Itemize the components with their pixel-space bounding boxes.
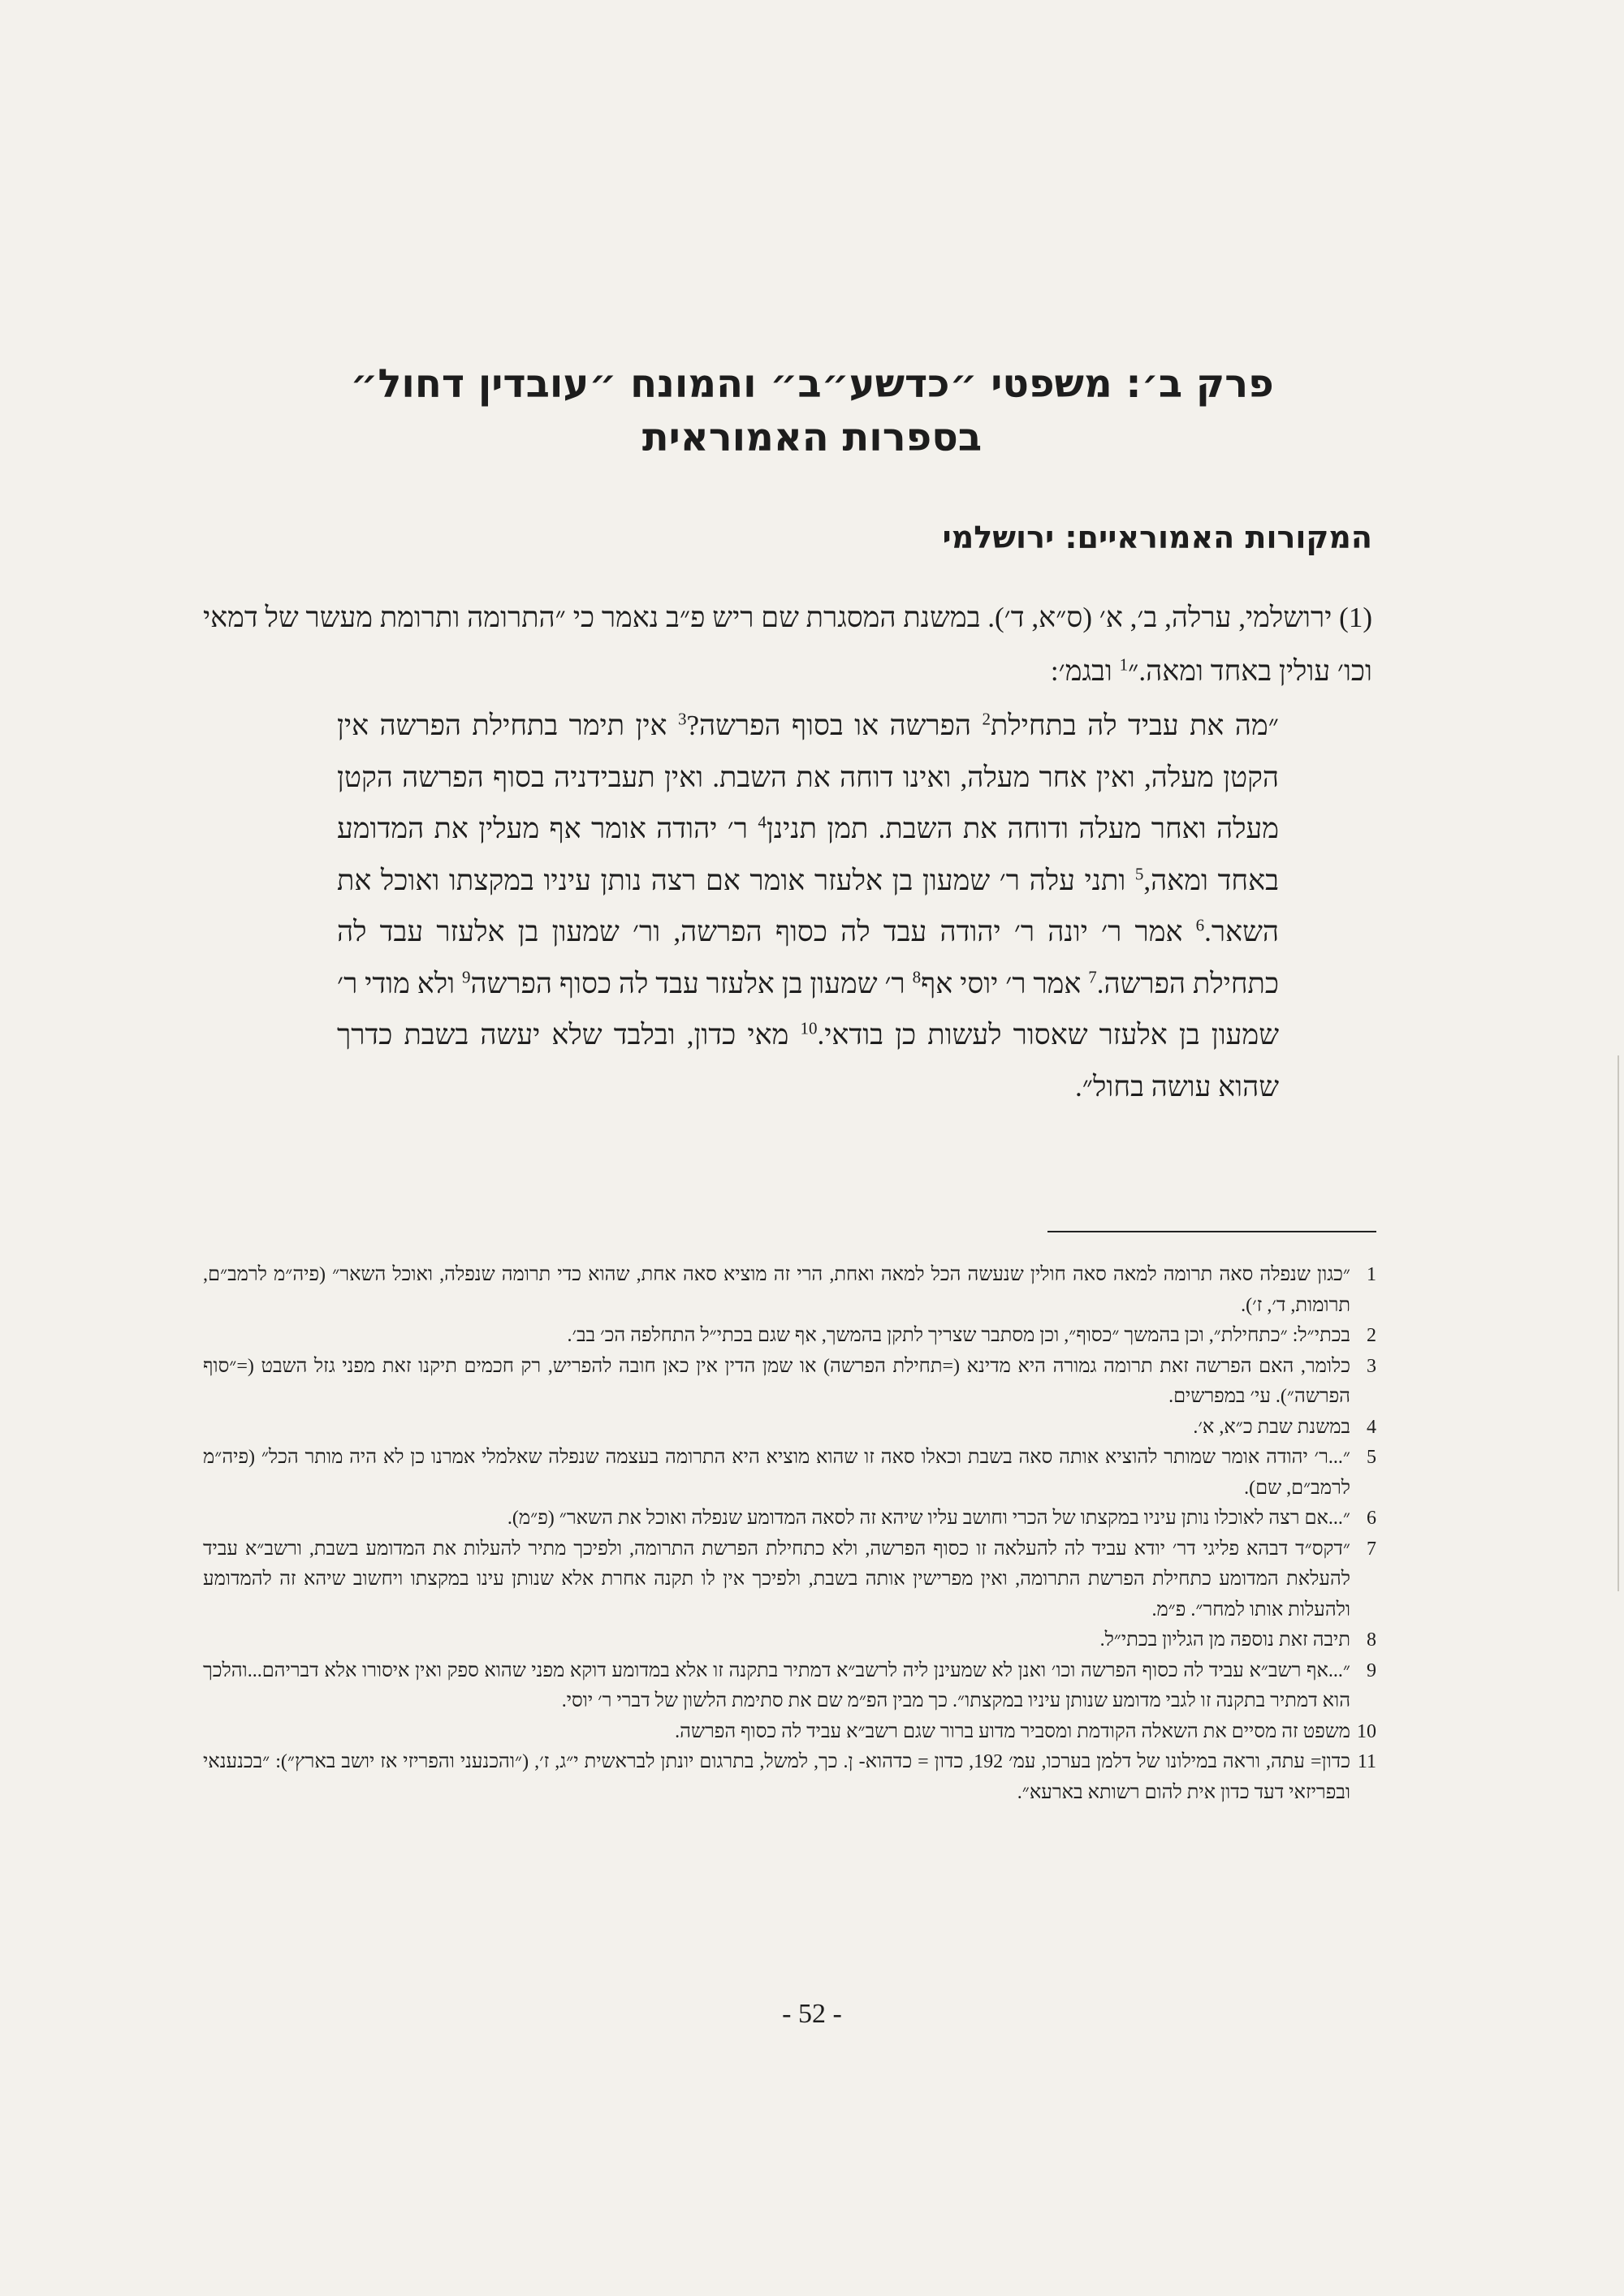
footnote: [203, 1413, 1376, 1444]
footnote-ref: 6: [1195, 915, 1205, 935]
footnote-text: ״כגון שנפלה סאה תרומה למאה סאה חולין שנעשה הכל למאה ואחת, הרי זה מוציא סאה אחת, שהוא כדי תרומה שנפלה, ואוכל השאר״ (פיה״מ לרמב״ם, תרומות, ד׳, ז׳).: [203, 1264, 1350, 1316]
quote-segment: ר׳ שמעון בן אלעזר עבד לה כסוף הפרשה: [470, 967, 913, 999]
footnote-text: כלומר, האם הפרשה זאת תרומה גמורה היא מדינא (=תחילת הפרשה) או שמן הדין אין כאן חובה להפריש, רק חכמים תיקנו זאת מפני גזל השבט (=״סוף הפרשה״). עי׳ במפרשים.: [203, 1355, 1350, 1407]
footnote-number: 6: [1367, 1508, 1376, 1529]
footnote: [203, 1625, 1376, 1656]
intro-paragraph: [203, 591, 1372, 698]
footnote-text: משפט זה מסיים את השאלה הקודמת ומסביר מדוע ברור שגם רשב״א עביד לה כסוף הפרשה.: [675, 1720, 1350, 1742]
quote-segment: אמר ר׳ יוסי אף: [921, 967, 1089, 999]
footnote-text: ״...ר׳ יהודה אומר שמותר להוציא אותה סאה בשבת וכאלו סאה זו שהוא מוציא היא התרומה בעצמה שנפלה שאלמלי אמרנו כן לא היה מותר הכל״ (פיה״מ לרמב״ם, שם).: [203, 1447, 1350, 1499]
footnote-text: כדון= עתה, וראה במילונו של דלמן בערכו, עמ׳ 192, כדון = כדהוא- ן. כך, למשל, בתרגום יונתן לבראשית י״ג, ז׳, (״והכנעני והפריזי אז יושב בארץ״): ״בכנענאי ובפריזאי דעד כדון אית להום רשותא בארעא״.: [203, 1751, 1351, 1803]
quote-segment: אין תימר בתחילת הפרשה אין הקטן מעלה, ואין אחר מעלה, ואינו דוחה את השבת. ואין תעבידניה בסוף הפרשה הקטן מעלה ואחר מעלה ודוחה את השבת. תמן תנינן: [337, 710, 1279, 844]
footnote: [203, 1534, 1376, 1626]
footnote-number: 3: [1367, 1355, 1376, 1377]
footnote-divider: [1047, 1231, 1376, 1232]
chapter-title: [0, 357, 1624, 464]
footnote: [203, 1443, 1376, 1504]
footnote-number: 9: [1367, 1659, 1376, 1681]
quote-segment: ותני עלה ר׳ שמעון בן אלעזר אומר אם רצה נותן עיניו במקצתו ואוכל את השאר.: [337, 864, 1279, 947]
footnote-ref: 8: [912, 966, 922, 986]
footnote: [203, 1656, 1376, 1717]
footnote: [203, 1260, 1376, 1321]
footnote-ref: 10: [800, 1018, 818, 1038]
quote-segment: ״מה את עביד לה בתחילת: [990, 710, 1279, 741]
footnote-text: ״דקס״ד דבהא פליגי דר׳ יודא עביד לה להעלאה זו כסוף הפרשה, ולא כתחילת הפרשת התרומה, ולפיכך מתיר להעלות את המדומע בשבת, ורשב״א עביד להעלאת המדומע כתחילת הפרשת התרומה, ואין מפרישין אותה בשבת, ולפיכך אין לו תקנה אחרת אלא שנותן עינו במקצתו ויחשוב שיהא זה להמדומע ולהעלות אותו למחר״. פ״מ.: [203, 1538, 1350, 1621]
footnote-text: ״...אם רצה לאוכלו נותן עיניו במקצתו של הכרי וחושב עליו שיהא זה לסאה המדומע שנפלה ואוכל את השאר״ (פ״מ).: [507, 1508, 1350, 1529]
intro-text-end: ובגמ׳:: [1050, 655, 1120, 687]
footnote-ref: 1: [1119, 654, 1129, 675]
section-heading: המקורות האמוראיים: ירושלמי: [942, 520, 1372, 555]
talmud-quote: [337, 700, 1279, 1112]
footnote-number: 11: [1357, 1751, 1376, 1772]
footnote-text: בכתי״ל: ״כתחילת״, וכן בהמשך ״כסוף״, וכן מסתבר שצריך לתקן בהמשך, אף שגם בכתי״ל התחלפה הכ׳ בב׳.: [567, 1325, 1350, 1346]
footnote: [203, 1352, 1376, 1413]
quote-segment: מאי כדון, ובלבד שלא יעשה בשבת כדרך שהוא עושה בחול״.: [337, 1019, 1279, 1103]
quote-segment: ר׳ יהודה אומר אף מעלין את המדומע באחד ומאה,: [337, 813, 1279, 896]
chapter-title-line-2: בספרות האמוראית: [641, 415, 983, 460]
footnote-number: 8: [1367, 1629, 1376, 1651]
footnote: [203, 1321, 1376, 1352]
footnote-ref: 2: [982, 709, 991, 729]
footnote-ref: 7: [1088, 966, 1097, 986]
footnotes-section: [203, 1260, 1376, 1808]
footnote-text: תיבה זאת נוספה מן הגליון בכתי״ל.: [1099, 1629, 1350, 1651]
scan-edge-line: [1618, 1055, 1619, 1591]
footnote-number: 1: [1367, 1264, 1376, 1285]
footnote-number: 2: [1367, 1325, 1376, 1346]
footnote-ref: 3: [677, 709, 687, 729]
footnote-ref: 5: [1134, 863, 1144, 883]
footnote-number: 5: [1367, 1447, 1376, 1468]
page-number: - 52 -: [782, 1999, 842, 2029]
footnote: [203, 1747, 1376, 1808]
footnote-text: במשנת שבת כ״א, א׳.: [1193, 1416, 1350, 1438]
footnote-number: 10: [1357, 1720, 1376, 1742]
intro-text: (1) ירושלמי, ערלה, ב׳, א׳ (ס״א, ד׳). במשנת המסגרת שם ריש פ״ב נאמר כי ״התרומה ותרומת מעשר של דמאי וכו׳ עולין באחד ומאה.״: [203, 602, 1372, 687]
quote-segment: ולא מודי ר׳ שמעון בן אלעזר שאסור לעשות כן בודאי.: [337, 967, 1279, 1051]
quote-segment: הפרשה או בסוף הפרשה?: [686, 710, 983, 741]
footnote: [203, 1717, 1376, 1748]
footnote-ref: 4: [758, 812, 767, 832]
footnote-text: ״...אף רשב״א עביד לה כסוף הפרשה וכו׳ ואנן לא שמעינן ליה לרשב״א דמתיר בתקנה זו אלא במדומע דוקא מפני שהוא ספק ואין איסורו אלא דבריהם...והלכך הוא דמתיר בתקנה זו לגבי מדומע שנותן עיניו במקצתו״. כך מבין הפ״מ שם את סתימת הלשון של דברי ר׳ יוסי.: [203, 1659, 1350, 1711]
footnote: [203, 1504, 1376, 1534]
footnote-ref: 9: [461, 966, 471, 986]
footnote-number: 4: [1367, 1416, 1376, 1438]
quote-segment: אמר ר׳ יונה ר׳ יהודה עבד לה כסוף הפרשה, ור׳ שמעון בן אלעזר עבד לה כתחילת הפרשה.: [337, 916, 1279, 999]
chapter-title-line-1: פרק ב׳: משפטי ״כדשע״ב״ והמונח ״עובדין דחול״: [350, 361, 1274, 407]
footnote-number: 7: [1367, 1538, 1376, 1560]
